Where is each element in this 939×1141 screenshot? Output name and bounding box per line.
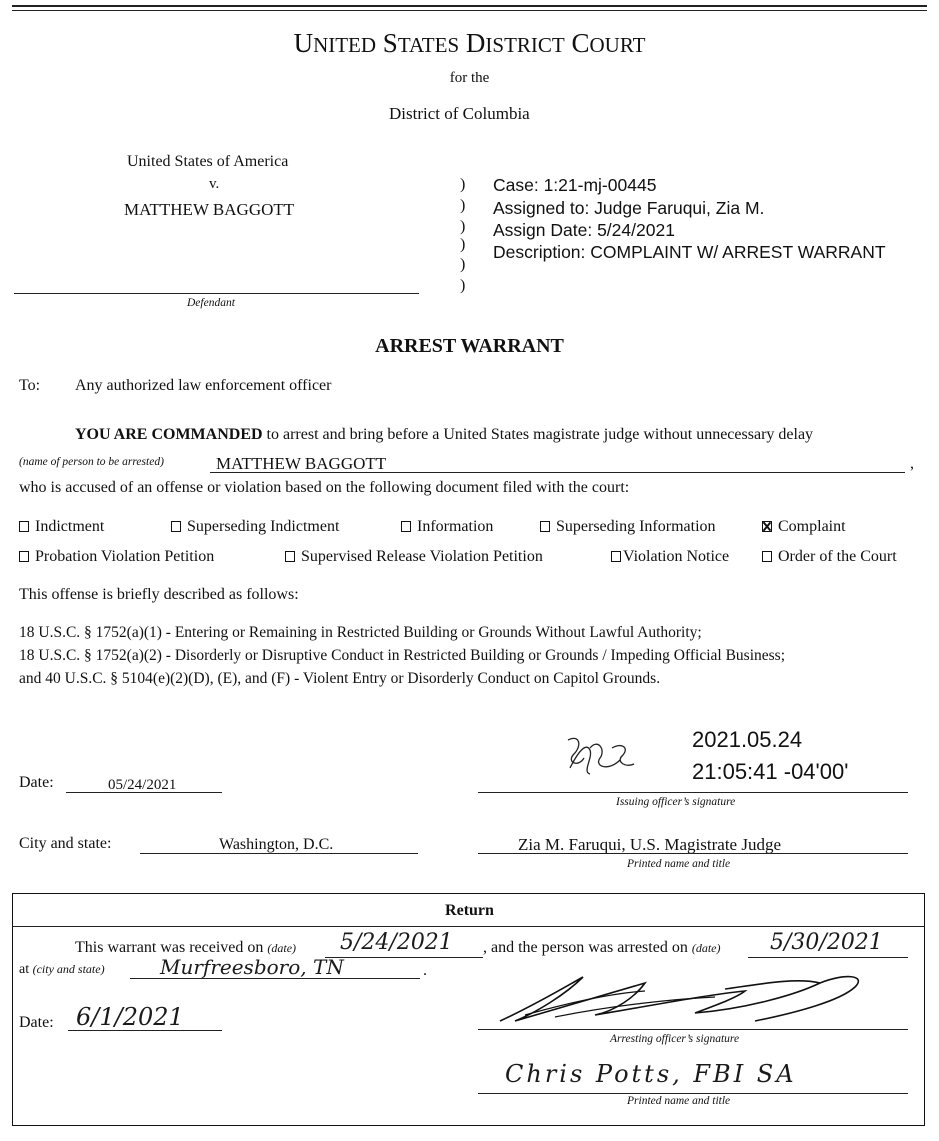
return-title: Return [445,902,494,919]
doc-option[interactable]: Superseding Information [540,518,716,536]
case-description: Description: COMPLAINT W/ ARREST WARRANT [493,242,886,262]
checkbox-icon [762,551,772,562]
warrant-title: ARREST WARRANT [375,335,564,357]
period: . [423,962,427,979]
top-rule-thin [12,10,927,11]
offense-line: 18 U.S.C. § 1752(a)(2) - Disorderly or Disruptive Conduct in Restricted Building or Grounds / Impeding Official Business; [19,647,786,664]
to-label: To: [19,377,41,394]
printed-name: Zia M. Faruqui, U.S. Magistrate Judge [518,835,781,854]
arresting-printed-caption: Printed name and title [627,1095,731,1107]
doc-option[interactable]: Violation Notice [611,548,729,566]
accused-text: who is accused of an offense or violation based on the following document filed with the court: [19,479,630,496]
checkbox-icon [19,521,29,532]
assigned-judge: Assigned to: Judge Faruqui, Zia M. [493,198,765,218]
return-header-rule [12,926,925,927]
paren: ) [460,256,466,273]
date-rule [66,792,222,793]
arrestee-name: MATTHEW BAGGOTT [216,454,387,473]
doc-option[interactable]: Information [401,518,493,536]
district-name: District of Columbia [389,104,530,123]
printed-name-rule [478,853,908,854]
arrested-date-rule [748,957,908,958]
arrested-text: , and the person was arrested on (date) [483,939,721,956]
defendant-rule [14,293,419,294]
to-value: Any authorized law enforcement officer [75,377,332,394]
arresting-sig-rule [478,1029,908,1030]
paren: ) [460,218,466,235]
checkbox-icon [540,521,550,532]
checkbox-icon [285,551,295,562]
offense-intro: This offense is briefly described as follows: [19,586,299,603]
doc-option[interactable]: Supervised Release Violation Petition [285,548,543,566]
return-city: Murfreesboro, TN [160,955,344,979]
received-date-rule [325,957,483,958]
assign-date: Assign Date: 5/24/2021 [493,220,675,240]
name-label: (name of person to be arrested) [19,456,164,468]
checkbox-icon [171,521,181,532]
defendant-label: Defendant [187,297,235,309]
doc-option[interactable]: Indictment [19,518,104,536]
case-number: Case: 1:21-mj-00445 [493,175,657,195]
offense-line: and 40 U.S.C. § 5104(e)(2)(D), (E), and (F) - Violent Entry or Disorderly Conduct on Capitol Grounds. [19,670,661,687]
defendant-name: MATTHEW BAGGOTT [124,200,295,219]
arresting-officer-name: Chris Potts, FBI SA [505,1060,797,1088]
city-rule [140,853,418,854]
printed-caption: Printed name and title [627,858,731,870]
date-label: Date: [19,774,54,791]
issuing-sig-rule [478,792,908,793]
city-label: City and state: [19,835,112,852]
doc-option[interactable]: Complaint [762,518,846,536]
doc-option[interactable]: Probation Violation Petition [19,548,214,566]
arresting-name-rule [478,1093,908,1094]
checkbox-icon [611,551,621,562]
arresting-caption: Arresting officer’s signature [610,1033,740,1045]
digital-sig-date: 2021.05.24 [692,727,803,752]
city-value: Washington, D.C. [219,836,334,853]
commanded-bold: YOU ARE COMMANDED [75,426,263,443]
return-city-rule [130,978,420,979]
digital-sig-time: 21:05:41 -04'00' [692,759,849,784]
return-date-label: Date: [19,1014,54,1031]
at-label: at (city and state) [19,962,105,977]
issuing-caption: Issuing officer’s signature [616,796,736,808]
commanded-text [75,426,813,444]
commanded-rest: to arrest and bring before a United States magistrate judge without unnecessary delay [262,426,814,443]
offense-line: 18 U.S.C. § 1752(a)(1) - Entering or Remaining in Restricted Building or Grounds Without Lawful Authority; [19,624,702,641]
paren: ) [460,176,466,193]
name-comma: , [910,455,914,472]
checkbox-icon [19,551,29,562]
issuing-signature-mark [560,728,640,786]
doc-option[interactable]: Order of the Court [762,548,897,566]
paren: ) [460,197,466,214]
return-date: 6/1/2021 [76,1003,184,1031]
for-the: for the [449,70,490,86]
doc-option[interactable]: Superseding Indictment [171,518,339,536]
plaintiff: United States of America [127,153,289,170]
arrestee-rule [210,472,905,473]
paren: ) [460,236,466,253]
return-date-rule [68,1030,222,1031]
arrested-date: 5/30/2021 [770,930,883,955]
checkbox-icon [401,521,411,532]
checked-checkbox-icon [762,521,772,532]
arresting-signature-mark [495,965,875,1027]
received-text: This warrant was received on (date) [75,939,297,956]
top-rule [12,5,927,7]
received-date: 5/24/2021 [340,930,453,955]
date-value: 05/24/2021 [108,777,177,793]
paren: ) [460,277,466,294]
court-name: UNITED STATES DISTRICT COURT [293,28,646,58]
versus: v. [209,176,220,192]
